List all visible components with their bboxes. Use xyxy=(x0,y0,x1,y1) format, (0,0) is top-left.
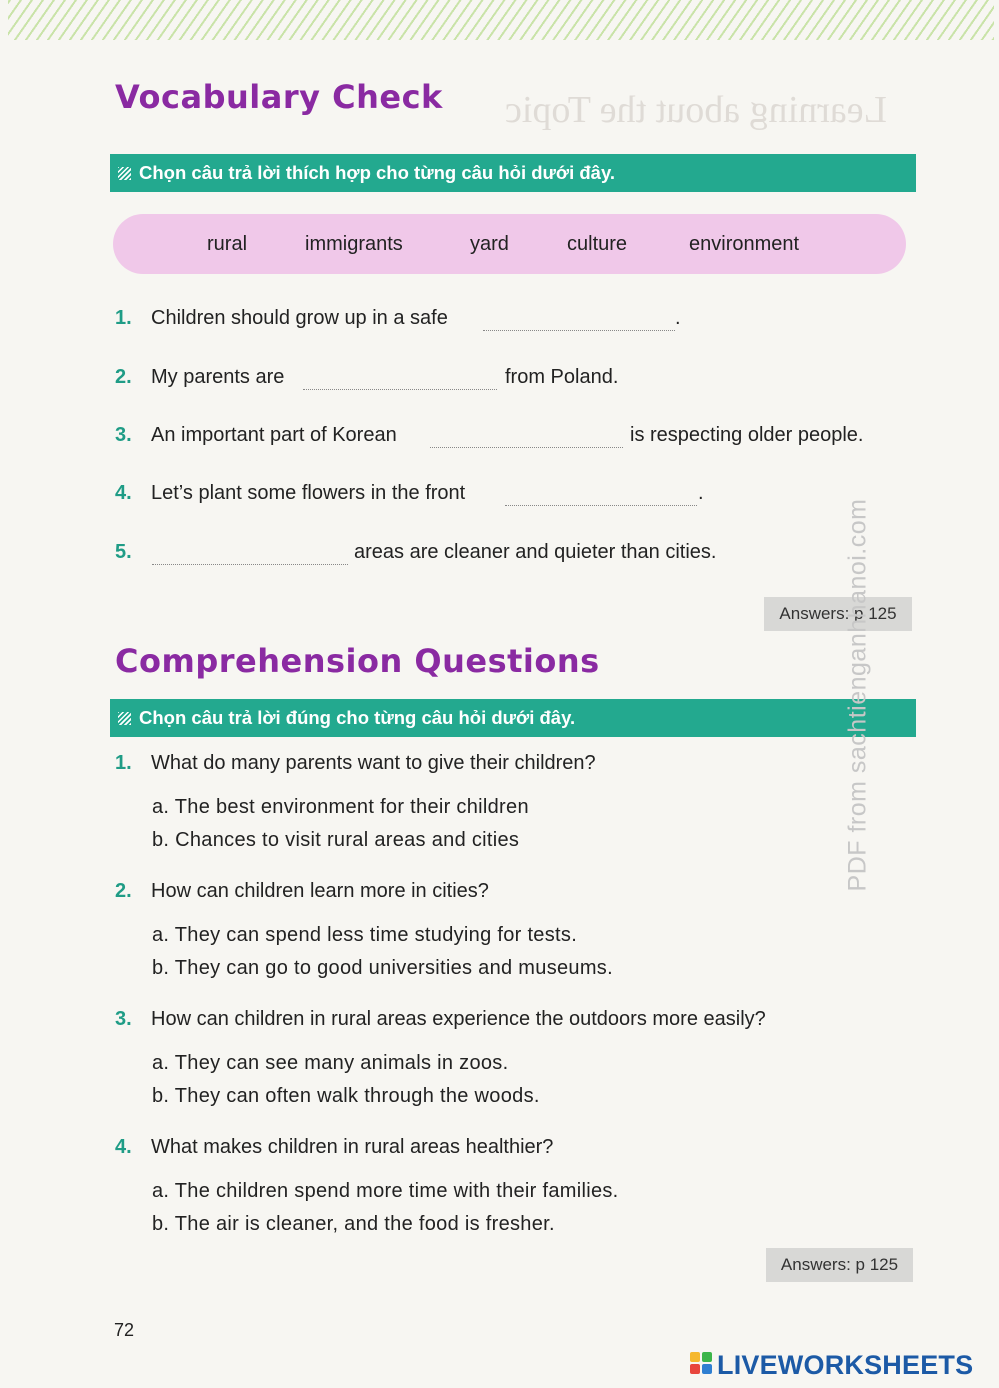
comprehension-questions-title: Comprehension Questions xyxy=(115,642,600,680)
answer-option[interactable]: b. The air is cleaner, and the food is fresher. xyxy=(152,1213,555,1235)
answer-option[interactable]: a. They can see many animals in zoos. xyxy=(152,1052,509,1074)
vocab-question-5 xyxy=(115,541,151,564)
question-text: How can children learn more in cities? xyxy=(151,880,489,902)
answer-blank-2[interactable] xyxy=(303,389,497,390)
answer-option[interactable]: a. The best environment for their children xyxy=(152,796,529,818)
answer-option[interactable]: a. The children spend more time with their families. xyxy=(152,1180,619,1202)
answer-option[interactable]: b. Chances to visit rural areas and cities xyxy=(152,829,520,851)
liveworksheets-logo xyxy=(690,1350,990,1380)
question-number: 2. xyxy=(115,366,132,388)
word-bank-item: environment xyxy=(689,233,800,255)
question-text-after: . xyxy=(675,307,681,329)
question-number: 5. xyxy=(115,541,132,563)
vocab-question-3 xyxy=(115,424,397,447)
answer-option[interactable]: b. They can go to good universities and museums. xyxy=(152,957,613,979)
answer-blank-5[interactable] xyxy=(152,564,348,565)
word-bank xyxy=(113,214,906,274)
vocabulary-check-title: Vocabulary Check xyxy=(115,78,443,116)
comp-question-2 xyxy=(115,880,489,903)
answer-blank-3[interactable] xyxy=(430,447,623,448)
liveworksheets-wordmark: LIVEWORKSHEETS xyxy=(717,1350,974,1380)
word-bank-item: culture xyxy=(567,233,628,255)
page-number: 72 xyxy=(114,1320,135,1340)
vocab-question-2 xyxy=(115,366,284,389)
question-text-after: areas are cleaner and quieter than cities. xyxy=(354,541,717,563)
hatch-icon xyxy=(118,167,131,180)
question-text: What do many parents want to give their children? xyxy=(151,752,596,774)
question-number: 4. xyxy=(115,482,132,504)
comp-question-1 xyxy=(115,752,596,775)
question-number: 1. xyxy=(115,752,132,774)
comp-answers-badge: Answers: p 125 xyxy=(766,1248,913,1282)
hatch-icon xyxy=(118,712,131,725)
question-number: 1. xyxy=(115,307,132,329)
question-text: What makes children in rural areas healthier? xyxy=(151,1136,554,1158)
question-text-after: is respecting older people. xyxy=(630,424,864,446)
answer-option[interactable]: b. They can often walk through the woods. xyxy=(152,1085,540,1107)
question-number: 3. xyxy=(115,424,132,446)
question-text-after: . xyxy=(698,482,704,504)
question-text-after: from Poland. xyxy=(505,366,619,388)
vocab-question-1 xyxy=(115,307,448,330)
question-text: How can children in rural areas experience the outdoors more easily? xyxy=(151,1008,766,1030)
comp-question-3 xyxy=(115,1008,766,1031)
answer-blank-1[interactable] xyxy=(483,330,675,331)
top-stripe-decoration xyxy=(8,0,994,40)
watermark-text: PDF from sachtienganhhanoi.com xyxy=(843,498,872,892)
vocab-question-4 xyxy=(115,482,465,505)
comp-instruction-banner xyxy=(110,699,916,737)
question-number: 2. xyxy=(115,880,132,902)
answer-blank-4[interactable] xyxy=(505,505,697,506)
bleed-through-heading: Learning about the Topic xyxy=(505,89,887,131)
answer-option[interactable]: a. They can spend less time studying for tests. xyxy=(152,924,578,946)
question-number: 3. xyxy=(115,1008,132,1030)
question-text: Children should grow up in a safe xyxy=(151,307,448,329)
watermark xyxy=(838,470,878,920)
comp-instruction-text: Chọn câu trả lời đúng cho từng câu hỏi dưới đây. xyxy=(139,707,576,728)
word-bank-item: immigrants xyxy=(305,233,403,255)
liveworksheets-icon xyxy=(690,1352,712,1374)
question-text: Let’s plant some flowers in the front xyxy=(151,482,466,504)
question-text: An important part of Korean xyxy=(151,424,397,446)
word-bank-item: rural xyxy=(207,233,248,255)
question-number: 4. xyxy=(115,1136,132,1158)
question-text: My parents are xyxy=(151,366,285,388)
vocab-instruction-banner xyxy=(110,154,916,192)
word-bank-item: yard xyxy=(470,233,509,255)
comp-question-4 xyxy=(115,1136,553,1159)
vocab-answers-badge: Answers: p 125 xyxy=(764,597,912,631)
vocab-instruction-text: Chọn câu trả lời thích hợp cho từng câu hỏi dưới đây. xyxy=(139,162,616,183)
